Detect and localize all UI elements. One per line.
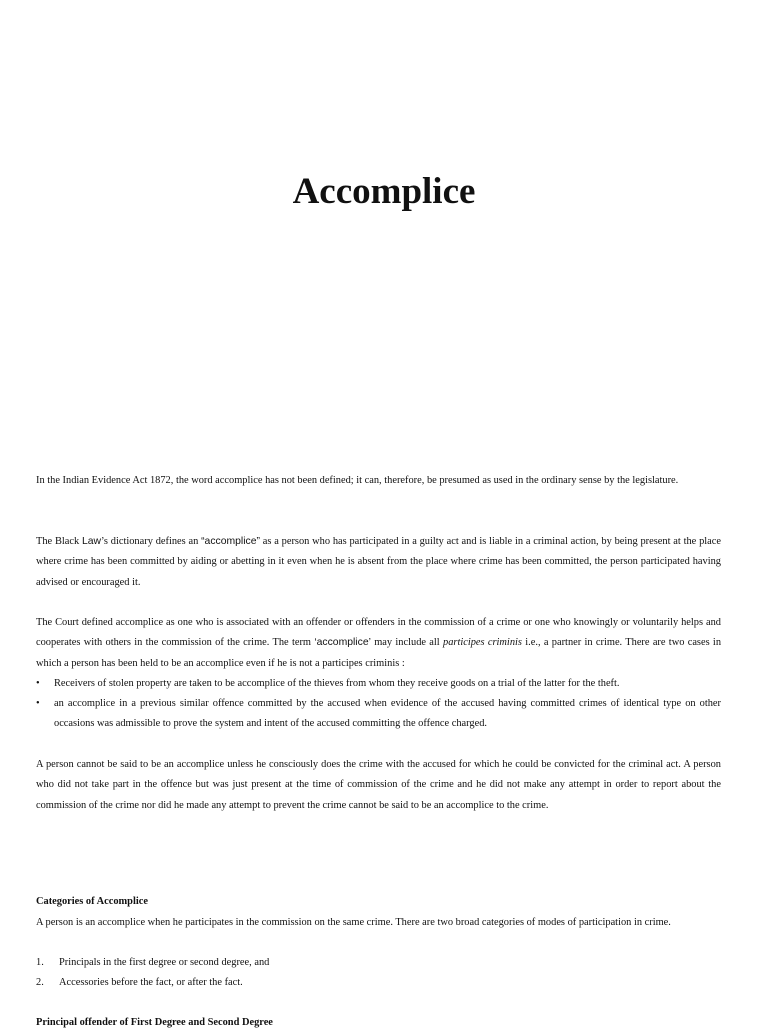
bullet-marker: •	[36, 678, 40, 689]
numbered-text: Principals in the first degree or second degree, and	[59, 957, 270, 968]
principal-offender-heading: Principal offender of First Degree and Second Degree	[36, 1017, 273, 1028]
text-segment: may include all	[370, 637, 444, 649]
text-segment: i.e., a partner in crime. There are two cases in which a person has been held to be an accomplice even if he is not a participes criminis :	[36, 637, 722, 669]
italic-term: participes criminis	[443, 637, 522, 649]
bullet-text: Receivers of stolen property are taken to be accomplice of the thieves from whom they receive goods on a trial of the latter for the theft.	[54, 678, 620, 689]
conscious-participation-paragraph: A person cannot be said to be an accomplice unless he consciously does the crime with the accused for which he could be convicted for the criminal act. A person who did not take part in the offence but was just present at the time of commission of the crime and he did not make any attempt in order to report about the commission of the crime nor did he made any attempt to prevent the crime cannot be said to be an accomplice to the crime.	[36, 759, 721, 811]
bullet-marker: •	[36, 698, 40, 709]
text-segment: ’s dictionary defines an	[101, 536, 202, 547]
bullet-item	[36, 694, 721, 735]
text-segment: as a person who has participated in a guilty act and is liable in a criminal action, by being present at the place where crime has been committed by aiding or abetting in it even when he is absent from the place where crime has been committed, the person participated having advised or encouraged it.	[36, 536, 721, 588]
numbered-item	[36, 953, 721, 973]
document-title: Accomplice	[292, 171, 476, 212]
court-definition-paragraph	[36, 613, 721, 674]
text-segment: Law	[81, 536, 102, 547]
term-accomplice: “accomplice”	[201, 536, 260, 547]
intro-paragraph: In the Indian Evidence Act 1872, the word accomplice has not been defined; it can, therefore, be presumed as used in the ordinary sense by the legislature.	[36, 475, 679, 486]
bullet-text: an accomplice in a previous similar offence committed by the accused when evidence of the accused having committed crimes of identical type on other occasions was admissible to prove the system and intent of the accused committing the offence charged.	[54, 698, 721, 730]
numbered-item	[36, 973, 721, 993]
bullet-item	[36, 674, 721, 694]
black-law-definition-paragraph	[36, 532, 721, 593]
number-marker: 2.	[36, 977, 44, 988]
text-segment: The Black	[36, 536, 82, 547]
numbered-text: Accessories before the fact, or after the fact.	[59, 977, 243, 988]
categories-paragraph: A person is an accomplice when he participates in the commission on the same crime. There are two broad categories of modes of participation in crime.	[36, 917, 671, 928]
categories-heading: Categories of Accomplice	[36, 896, 148, 907]
text-segment: The Court defined accomplice as one who is associated with an offender or offenders in the commission of a crime or one who knowingly or voluntarily helps and cooperates with others in the commission of the crime. The term	[36, 617, 721, 649]
term-accomplice: ‘accomplice’	[314, 637, 371, 649]
number-marker: 1.	[36, 957, 44, 968]
